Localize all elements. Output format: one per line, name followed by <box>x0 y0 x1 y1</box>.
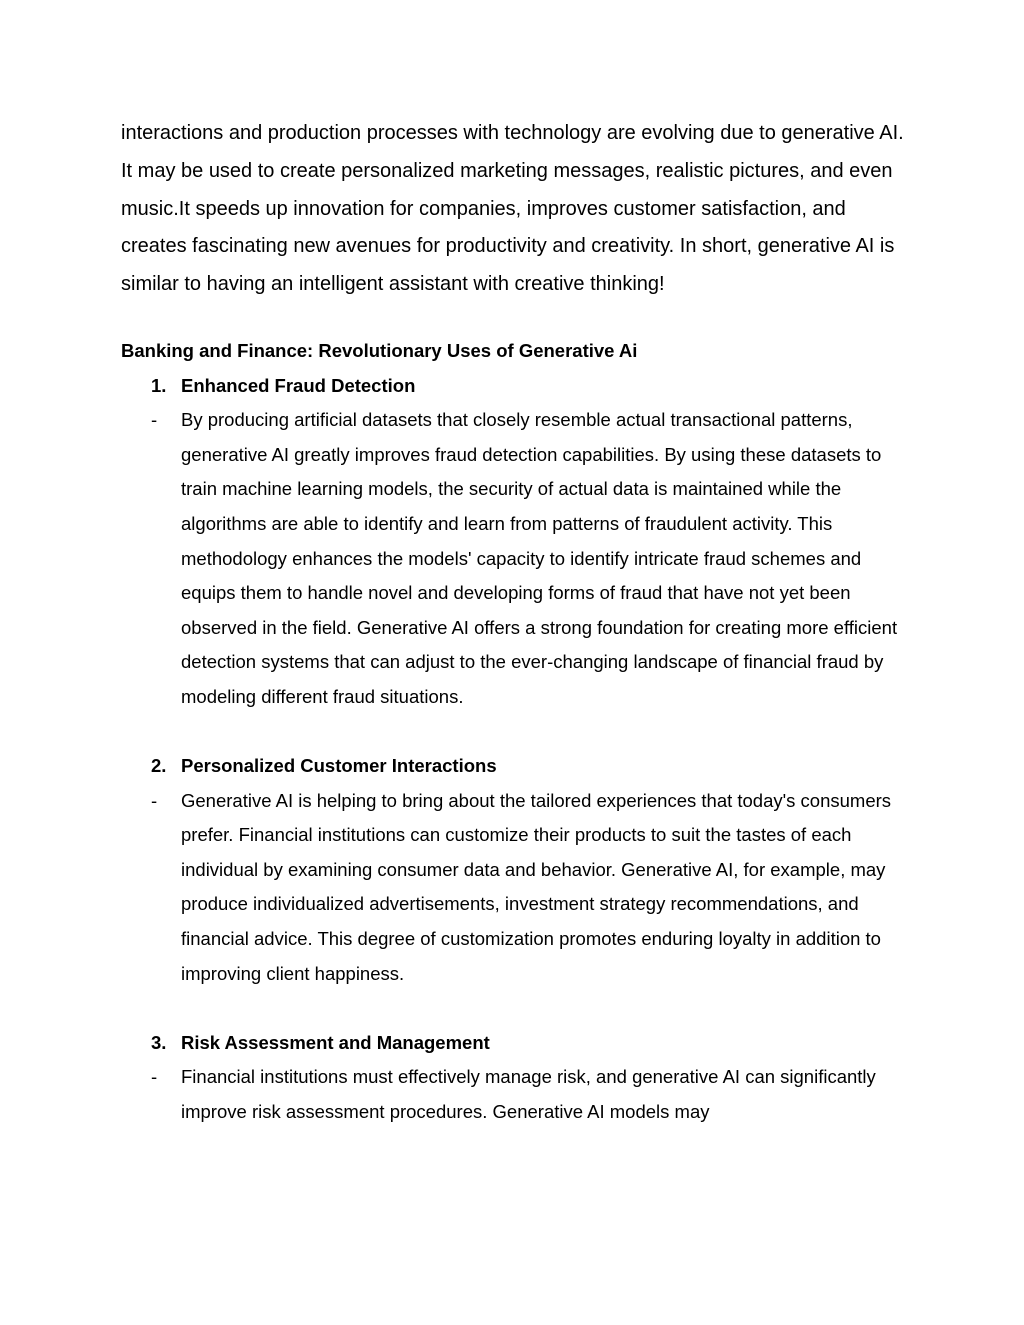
list-item-risk-assessment <box>121 1026 911 1130</box>
document-page <box>121 115 911 1130</box>
item-number: 1. <box>151 374 167 396</box>
item-title: Enhanced Fraud Detection <box>181 374 416 396</box>
item-body-text: By producing artificial datasets that closely resemble actual transactional patterns, generative AI greatly improves fraud detection capabilities. By using these datasets to train machine learning models, the security of actual data is maintained while the algorithms are able to identify and learn from patterns of fraudulent activity. This methodology enhances the models' capacity to identify intricate fraud schemes and equips them to handle novel and developing forms of fraud that have not yet been observed in the field. Generative AI offers a strong foundation for creating more efficient detection systems that can adjust to the ever-changing landscape of financial fraud by modeling different fraud situations. <box>181 409 898 707</box>
item-body <box>121 784 911 992</box>
item-bullet: - <box>151 409 158 431</box>
item-title: Risk Assessment and Management <box>181 1031 490 1053</box>
item-body <box>121 403 911 714</box>
item-heading <box>121 749 911 784</box>
item-body-text: Financial institutions must effectively manage risk, and generative AI can significantly improve risk assessment procedures. Generative AI models may <box>181 1066 876 1123</box>
item-body-text: Generative AI is helping to bring about the tailored experiences that today's consumers prefer. Financial institutions can customize their products to suit the tastes of each individual by examining consumer data and behavior. Generative AI, for example, may produce individualized advertisements, investment strategy recommendations, and financial advice. This degree of customization promotes enduring loyalty in addition to improving client happiness. <box>181 789 892 984</box>
intro-paragraph: interactions and production processes with technology are evolving due to generative AI. It may be used to create personalized marketing messages, realistic pictures, and even music.It speeds up innovation for companies, improves customer satisfaction, and creates fascinating new avenues for productivity and creativity. In short, generative AI is similar to having an intelligent assistant with creative thinking! <box>121 122 904 296</box>
item-heading <box>121 1026 911 1061</box>
item-number: 2. <box>151 755 167 777</box>
item-heading <box>121 369 911 404</box>
item-title: Personalized Customer Interactions <box>181 755 497 777</box>
item-body <box>121 1060 911 1129</box>
item-bullet: - <box>151 789 158 811</box>
item-number: 3. <box>151 1031 167 1053</box>
item-bullet: - <box>151 1066 158 1088</box>
list-item-fraud-detection <box>121 369 911 715</box>
list-item-customer-interactions <box>121 749 911 991</box>
section-heading: Banking and Finance: Revolutionary Uses of Generative Ai <box>121 339 638 361</box>
